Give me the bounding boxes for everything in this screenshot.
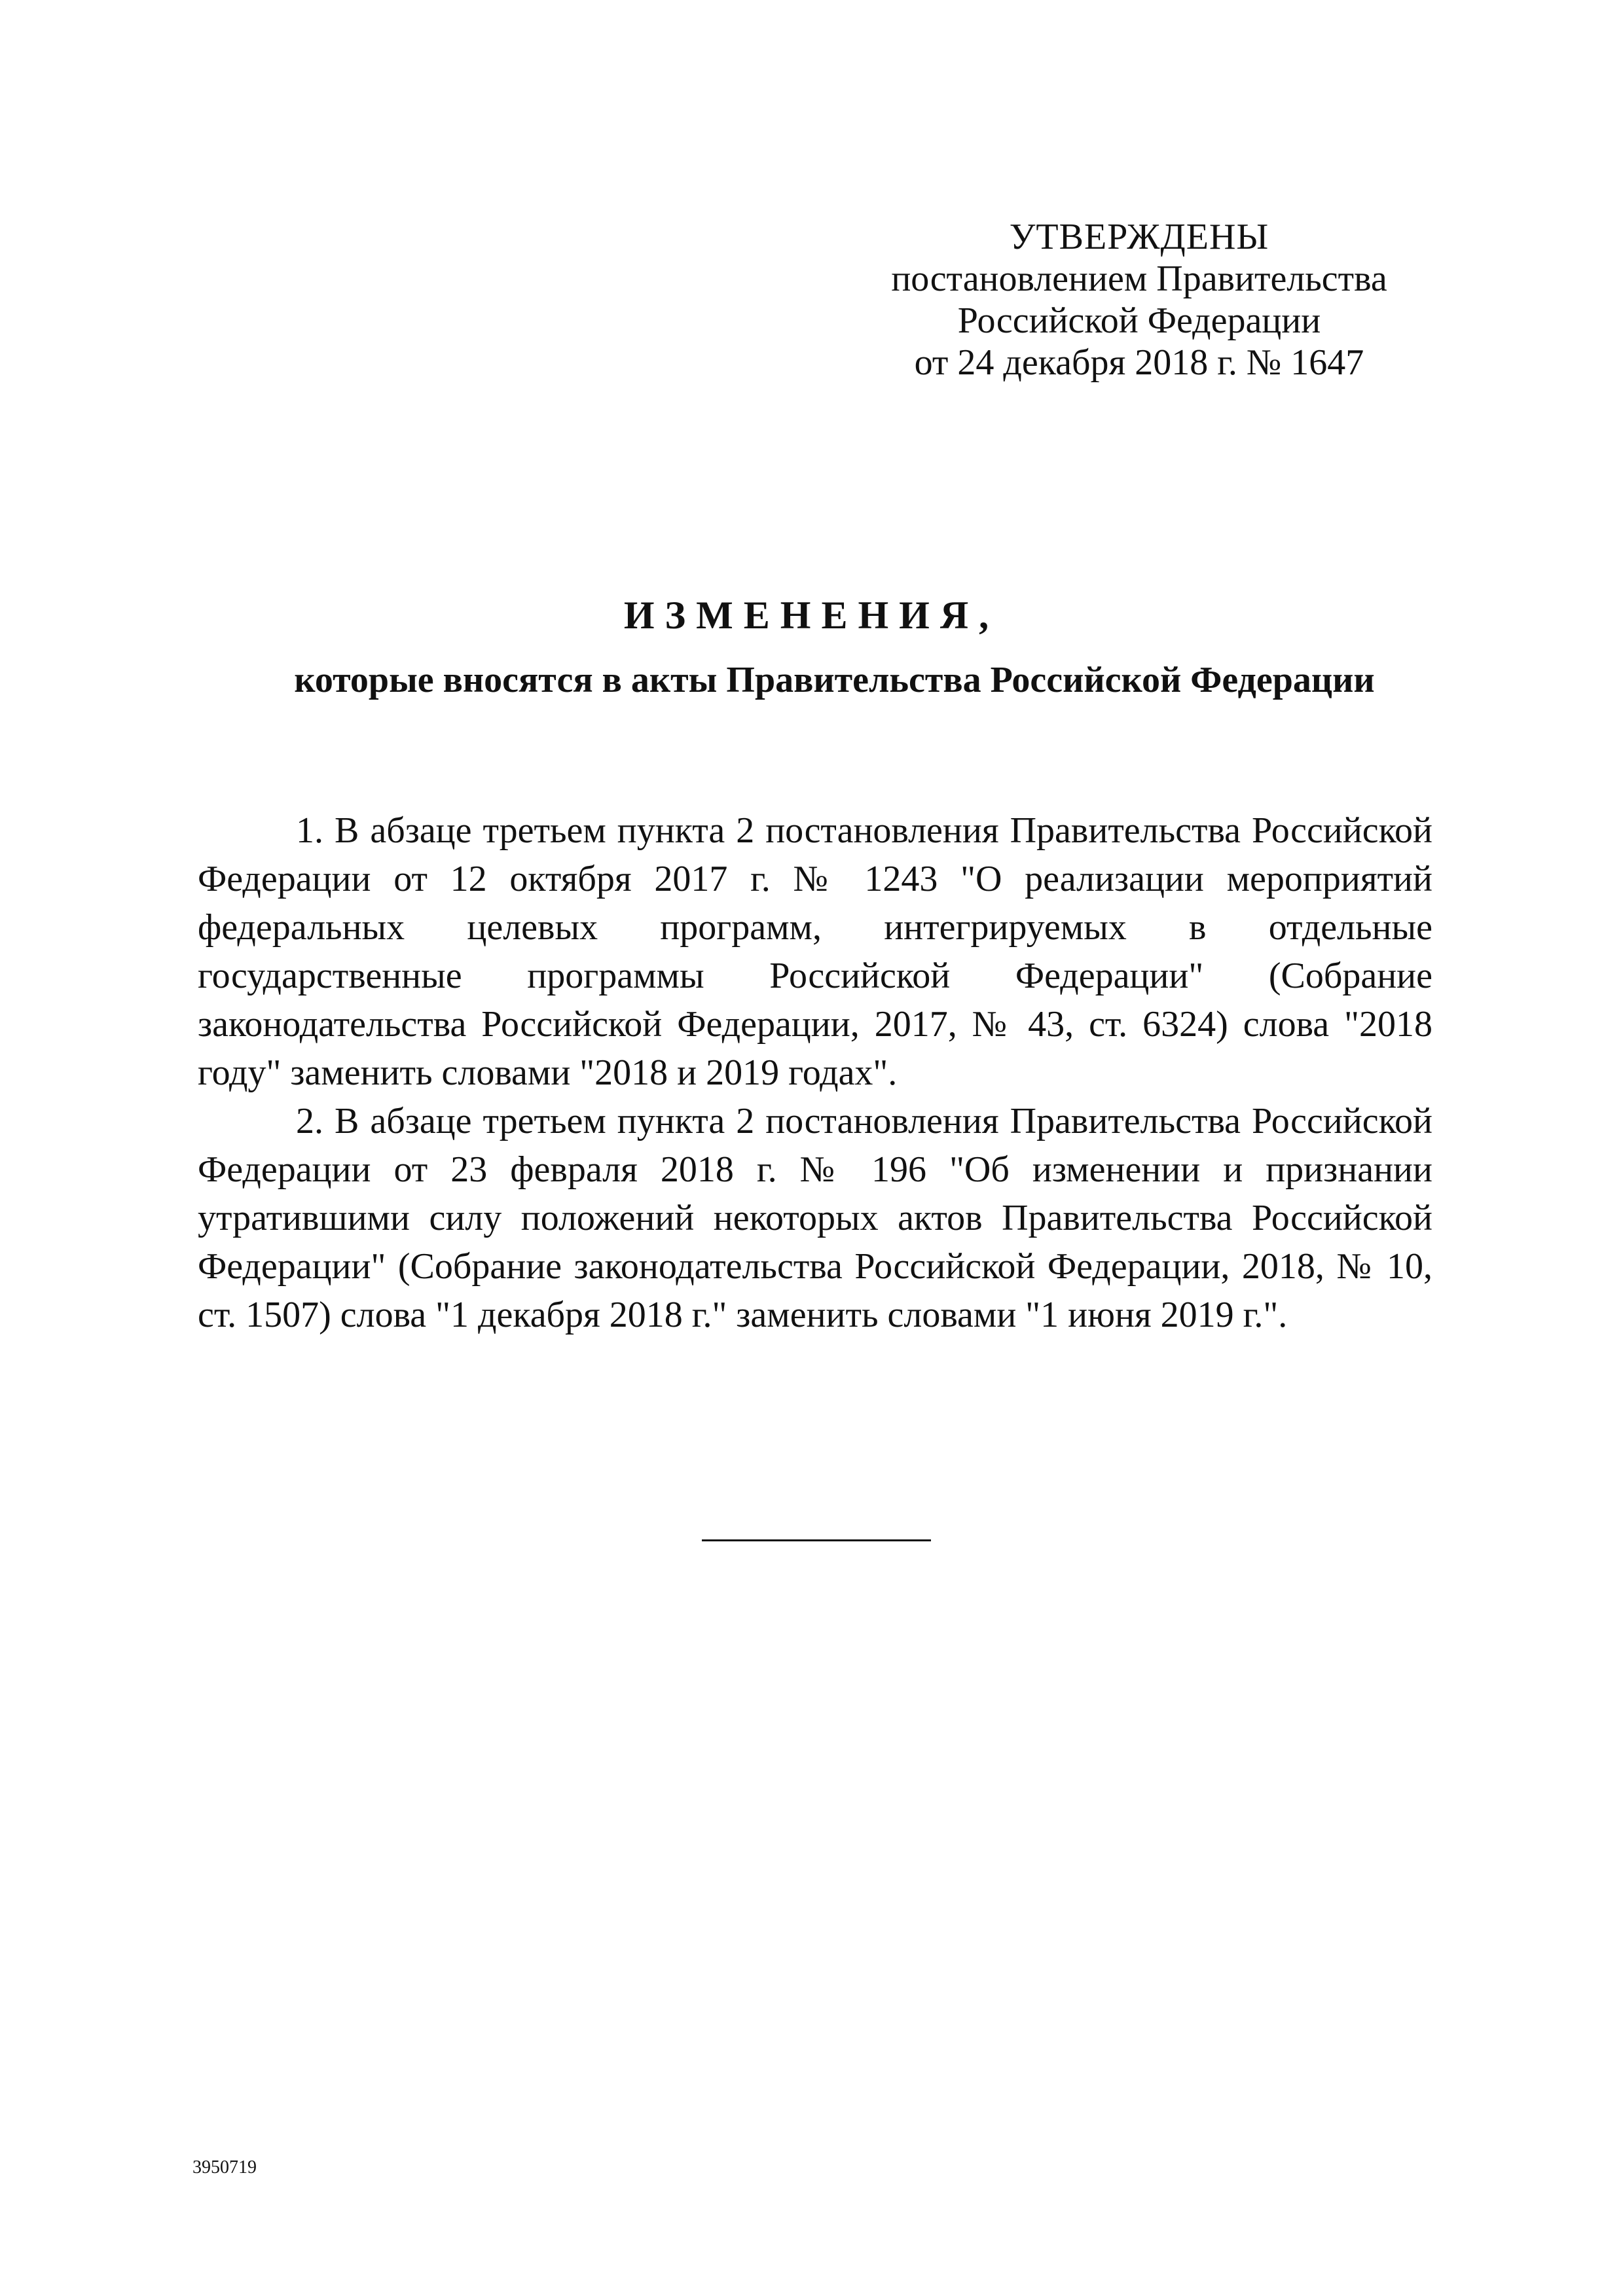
paragraph-item-2: 2. В абзаце третьем пункта 2 постановления Правительства Российской Федерации от 23 февраля 2018 г. № 196 "Об изменении и признании утратившими силу положений некоторых актов Правительства Российской Федерации" (Собрание законодательства Российской Федерации, 2018, № 10, ст. 1507) слова "1 декабря 2018 г." заменить словами "1 июня 2019 г.". xyxy=(198,1101,1432,1335)
approval-line-date-number: от 24 декабря 2018 г. № 1647 xyxy=(914,342,1364,383)
approval-line-federation: Российской Федерации xyxy=(957,300,1321,341)
approval-title: УТВЕРЖДЕНЫ xyxy=(1009,217,1269,257)
closing-separator-line xyxy=(702,1539,931,1541)
approval-stamp xyxy=(851,216,1427,384)
paragraph-item-1: 1. В абзаце третьем пункта 2 постановления Правительства Российской Федерации от 12 октября 2017 г. № 1243 "О реализации мероприятий федеральных целевых программ, интегрируемых в отдельные государственные программы Российской Федерации" (Собрание законодательства Российской Федерации, 2017, № 43, ст. 6324) слова "2018 году" заменить словами "2018 и 2019 годах". xyxy=(198,810,1432,1093)
document-body xyxy=(198,806,1432,1339)
heading-title: ИЗМЕНЕНИЯ, xyxy=(623,594,1000,637)
approval-line-resolution: постановлением Правительства xyxy=(891,259,1387,299)
document-code: 3950719 xyxy=(192,2157,257,2178)
heading-subtitle: которые вносятся в акты Правительства Российской Федерации xyxy=(294,660,1375,700)
document-heading xyxy=(0,589,1623,703)
